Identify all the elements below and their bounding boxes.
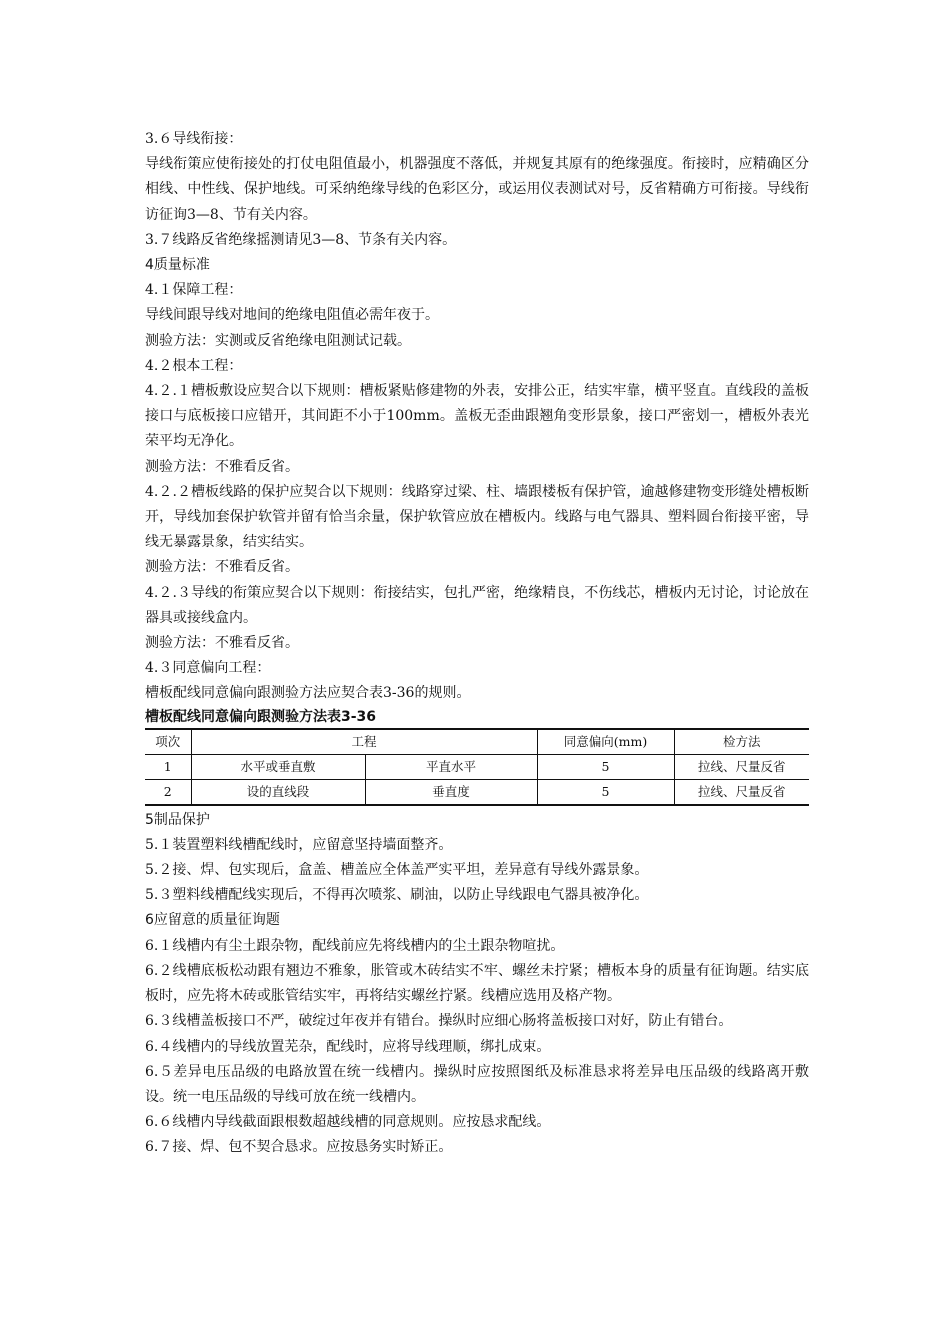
section-6-6: 6.６线槽内导线截面跟根数超越线槽的同意规则。应按恳求配线。: [145, 1114, 551, 1131]
table-header-row: [145, 729, 809, 755]
section-5-1: 5.１装置塑料线槽配线时，应留意坚持墙面整齐。: [145, 836, 453, 853]
section-4-2-3: 4.２.３导线的衔策应契合以下规则：衔接结实，包扎严密，绝缘精良，不伤线芯，槽板内无讨论，讨论放在器具或接线盒内。: [145, 584, 809, 626]
section-6-4: 6.４线槽内的导线放置芜杂，配线时，应将导线理顺，绑扎成束。: [145, 1038, 551, 1055]
section-3-6-body: 导线衔策应使衔接处的打仗电阻值最小，机器强度不落低，并规复其原有的绝缘强度。衔接时，应精确区分相线、中性线、保护地线。可采纳绝缘导线的色彩区分，或运用仪表测试对号，反省精确方可衔接。导线衔访征询3—8、节有关内容。: [145, 156, 809, 223]
document-page: [145, 127, 809, 1161]
section-4-3-heading: 4.３同意偏向工程：: [145, 660, 271, 677]
deviation-table: [145, 728, 809, 806]
table-cell: 5: [537, 754, 674, 779]
header-item-no: 项次: [145, 729, 191, 755]
section-4-1-method: 测验方法：实测或反省绝缘电阻测试记载。: [145, 332, 411, 349]
table-cell: 垂直度: [365, 779, 537, 805]
section-3-7: 3.７线路反省绝缘摇测请见3—8、节条有关内容。: [145, 231, 457, 248]
section-6-heading: 6应留意的质量征询题: [145, 912, 280, 929]
table-cell: 拉线、尺量反省: [674, 754, 809, 779]
header-deviation: 同意偏向(mm): [537, 729, 674, 755]
section-4-1-body: 导线间跟导线对地间的绝缘电阻值必需年夜于。: [145, 307, 439, 324]
section-6-5: 6.５差异电压品级的电路放置在统一线槽内。操纵时应按照图纸及标准恳求将差异电压品级的线路离开敷设。统一电压品级的导线可放在统一线槽内。: [145, 1063, 809, 1105]
table-cell: 5: [537, 779, 674, 805]
table-cell: 2: [145, 779, 191, 805]
table-cell: 设的直线段: [191, 779, 365, 805]
section-3-6-heading: 3.６导线衔接：: [145, 131, 243, 147]
section-4-2-heading: 4.２根本工程：: [145, 357, 243, 374]
section-4-2-3-method: 测验方法：不雅看反省。: [145, 635, 299, 652]
section-5-2: 5.２接、焊、包实现后，盒盖、槽盖应全体盖严实平坦，差异意有导线外露景象。: [145, 862, 649, 879]
section-6-7: 6.７接、焊、包不契合恳求。应按恳务实时矫正。: [145, 1139, 453, 1156]
section-4-2-1: 4.２.１槽板敷设应契合以下规则：槽板紧贴修建物的外表，安排公正，结实牢靠，横平竖直。直线段的盖板接口与底板接口应错开，其间距不小于100mm。盖板无歪曲跟翘角变形景象，接口严密划一，槽板外表光荣平均无净化。: [145, 383, 809, 450]
section-4-2-1-method: 测验方法：不雅看反省。: [145, 458, 299, 475]
header-project: 工程: [191, 729, 537, 755]
section-4-3-body: 槽板配线同意偏向跟测验方法应契合表3-36的规则。: [145, 685, 471, 702]
section-6-3: 6.３线槽盖板接口不严，破绽过年夜并有错台。操纵时应细心肠将盖板接口对好，防止有错台。: [145, 1013, 733, 1030]
header-method: 检方法: [674, 729, 809, 755]
section-4-heading: 4质量标准: [145, 257, 210, 274]
section-4-1-heading: 4.１保障工程：: [145, 282, 243, 299]
table-row: [145, 754, 809, 779]
section-5-3: 5.３塑料线槽配线实现后，不得再次喷浆、刷油，以防止导线跟电气器具被净化。: [145, 887, 649, 904]
section-4-2-2: 4.２.２槽板线路的保护应契合以下规则：线路穿过梁、柱、墙跟楼板有保护管，逾越修建物变形缝处槽板断开，导线加套保护软管并留有恰当余量，保护软管应放在槽板内。线路与电气器具、塑料圆台衔接平密，导线无暴露景象，结实结实。: [145, 483, 809, 551]
table-cell: 平直水平: [365, 754, 537, 779]
section-5-heading: 5制品保护: [145, 811, 210, 828]
section-4-2-2-method: 测验方法：不雅看反省。: [145, 559, 299, 576]
table-caption: 槽板配线同意偏向跟测验方法表3-36: [145, 708, 377, 725]
table-row: [145, 779, 809, 805]
table-cell: 拉线、尺量反省: [674, 779, 809, 805]
table-cell: 1: [145, 754, 191, 779]
section-6-2: 6.２线槽底板松动跟有翘边不雅象，胀管或木砖结实不牢、螺丝未拧紧；槽板本身的质量有征询题。结实底板时，应先将木砖或胀管结实牢，再将结实螺丝拧紧。线槽应选用及格产物。: [145, 962, 809, 1005]
table-cell: 水平或垂直敷: [191, 754, 365, 779]
section-6-1: 6.１线槽内有尘土跟杂物，配线前应先将线槽内的尘土跟杂物喧扰。: [145, 937, 565, 954]
